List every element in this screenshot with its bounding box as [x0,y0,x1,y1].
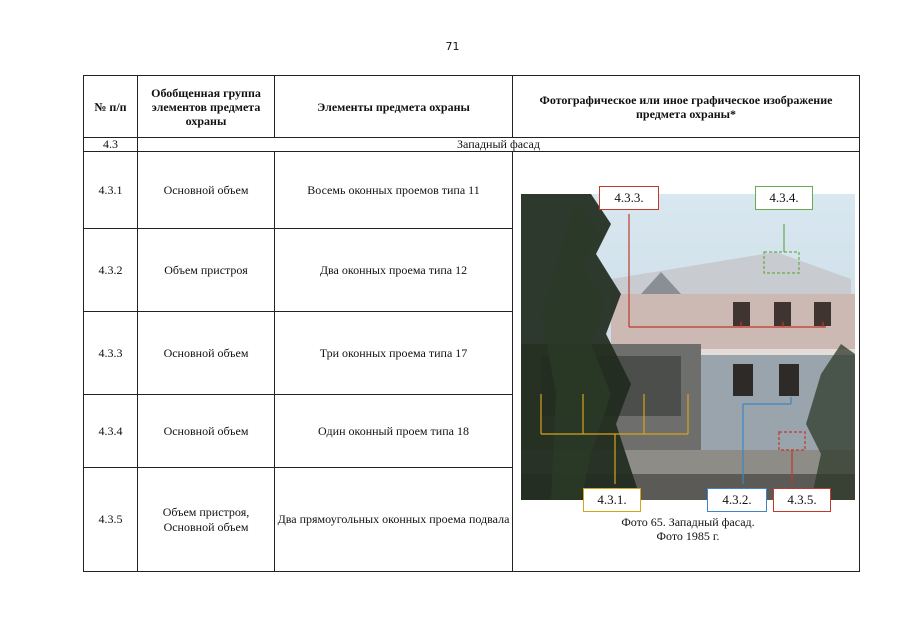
protection-elements-table [83,75,860,572]
row-element: Восемь оконных проемов типа 11 [275,152,513,229]
row-num: 4.3.5 [84,468,138,572]
facade-photo-figure [521,190,855,543]
section-num: 4.3 [84,138,138,152]
label-4-3-4: 4.3.4. [755,186,813,210]
table-header-row [84,76,860,138]
row-group: Основной объем [138,312,275,395]
page-number: 71 [445,40,460,53]
row-num: 4.3.1 [84,152,138,229]
photo-cell [513,152,860,572]
row-element: Один оконный проем типа 18 [275,395,513,468]
table-row [84,152,860,229]
header-elements: Элементы предмета охраны [275,76,513,138]
photo-caption [521,515,855,543]
header-num: № п/п [84,76,138,138]
section-title: Западный фасад [138,138,860,152]
label-4-3-5: 4.3.5. [773,488,831,512]
row-num: 4.3.3 [84,312,138,395]
header-photo: Фотографическое или иное графическое изображение предмета охраны* [513,76,860,138]
row-group: Объем пристроя [138,229,275,312]
caption-line-2: Фото 1985 г. [656,529,720,543]
row-element: Два прямоугольных оконных проема подвала [275,468,513,572]
caption-line-1: Фото 65. Западный фасад. [621,515,755,529]
row-element: Три оконных проема типа 17 [275,312,513,395]
row-element: Два оконных проема типа 12 [275,229,513,312]
row-num: 4.3.4 [84,395,138,468]
row-group: Основной объем [138,395,275,468]
section-row [84,138,860,152]
label-4-3-1: 4.3.1. [583,488,641,512]
row-num: 4.3.2 [84,229,138,312]
row-group: Объем пристроя, Основной объем [138,468,275,572]
label-4-3-3: 4.3.3. [599,186,659,210]
facade-photo [521,194,855,500]
label-4-3-2: 4.3.2. [707,488,767,512]
row-group: Основной объем [138,152,275,229]
header-group: Обобщенная группа элементов предмета охраны [138,76,275,138]
